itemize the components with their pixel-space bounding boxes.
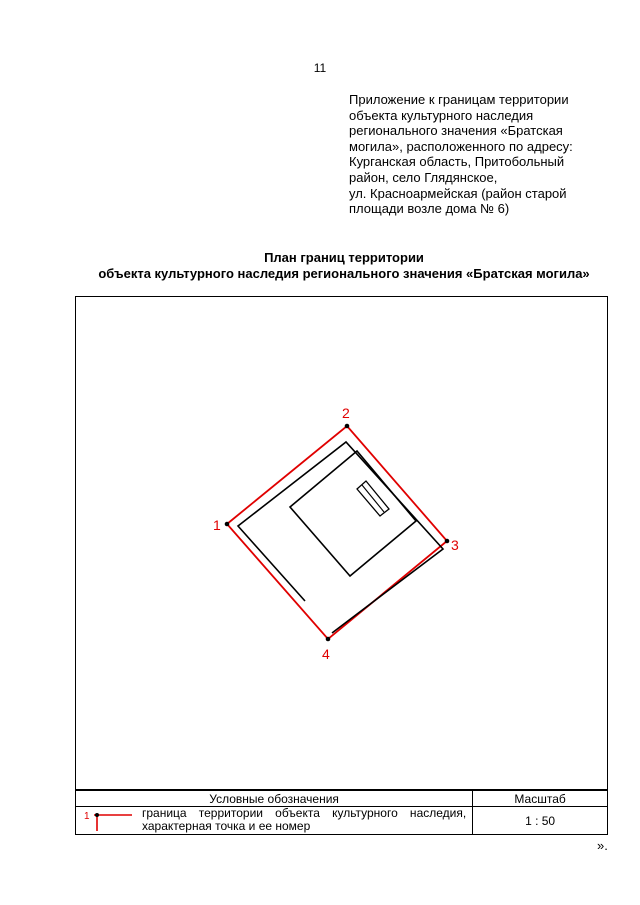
point-label-3: 3 [451,537,459,553]
legend-header: Условные обозначения [76,791,473,807]
territory-boundary [227,426,447,639]
plan-title [0,250,640,282]
legend-description-line-2: характерная точка и ее номер [142,819,311,833]
annex-line: объекта культурного наследия [349,107,534,123]
annex-line: Курганская область, Притобольный [349,154,565,170]
annex-line: площади возле дома № 6) [349,201,510,217]
legend-table [75,790,608,835]
scale-header: Масштаб [473,791,608,807]
fence-line [238,442,443,633]
annex-line: Приложение к границам территории [349,92,569,107]
boundary-symbol-icon [84,810,134,832]
point-label-2: 2 [342,405,350,421]
boundary-point-1 [225,522,230,527]
legend-description-line-1: граница территории объекта культурного наследия, [142,806,467,820]
annex-line: район, село Глядянское, [349,169,498,185]
page-number: 11 [313,61,327,75]
annex-line: регионального значения «Братская [349,123,563,139]
scale-value: 1 : 50 [473,807,608,835]
legend-entry [76,807,473,835]
monument-plinth [290,451,416,576]
point-label-4: 4 [322,646,330,662]
annex-line: ул. Красноармейская (район старой [349,185,567,201]
plan-title-line-2: объекта культурного наследия регионального значения «Братская могила» [98,266,590,281]
closing-quote: ». [597,838,608,853]
plan-drawing [76,297,609,791]
plan-frame [75,296,608,790]
boundary-point-3 [445,539,450,544]
boundary-point-2 [345,424,350,429]
annex-caption [349,92,619,217]
boundary-point-4 [326,637,331,642]
legend-description [142,807,466,833]
annex-line: могила», расположенного по адресу: [349,138,573,154]
point-label-1: 1 [213,517,221,533]
plan-title-line-1: План границ территории [264,250,424,265]
legend-symbol-number: 1 [84,811,90,822]
